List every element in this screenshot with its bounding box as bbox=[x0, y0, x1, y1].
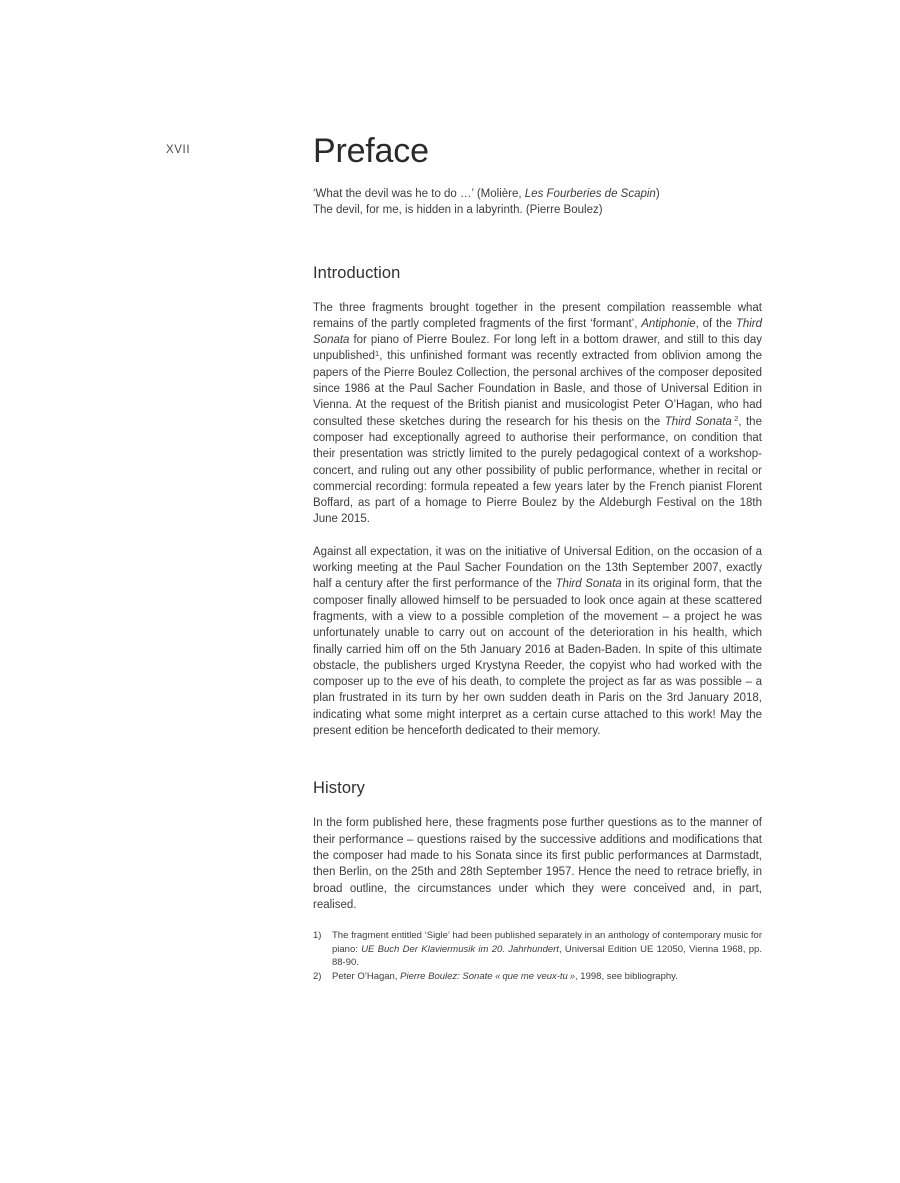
paragraph: Against all expectation, it was on the initiative of Universal Edition, on the occasion of a working meeting at the Paul Sacher Foundation on the 13th September 2007, exactly half a century after the first performance of the Third Sonata in its original form, that the composer finally allowed himself to be persuaded to look once again at these scattered fragments, with a view to a possible completion of the movement – a project he was unfortunately unable to carry out on account of the deterioration in his health, which finally carried him off on the 5th January 2016 at Baden-Baden. In spite of this ultimate obstacle, the publishers urged Krystyna Reeder, the copyist who had worked with the composer up to the eve of his death, to complete the project as far as was possible – a plan frustrated in its turn by her own sudden death in Paris on the 3rd January 2018, indicating what some might interpret as a certain curse attached to this work! May the present edition be henceforth dedicated to their memory. bbox=[313, 545, 762, 738]
paragraph: The three fragments brought together in the present compilation reassemble what remains of the partly completed fragments of the first ‘formant’, Antiphonie, of the Third Sonata for piano of Pierre Boulez. For long left in a bottom drawer, and still to this day unpublished$^1$, this unfinished formant was recently extracted from oblivion among the papers of the Pierre Boulez Collection, the personal archives of the composer deposited since 1986 at the Paul Sacher Foundation in Basle, and those of Universal Edition in Vienna. At the request of the British pianist and musicologist Peter O’Hagan, who had consulted these sketches during the research for his thesis on the Third Sonata $^2$, the composer had exceptionally agreed to authorise their performance, on condition that their presentation was strictly limited to the purely pedagogical context of a workshop-concert, and ruling out any other possibility of public performance, whether in recital or commercial recording: formula repeated a few years later by the French pianist Florent Boffard, as part of a homage to Pierre Boulez by the Aldeburgh Festival on the 18th June 2015. bbox=[313, 301, 763, 526]
content-column bbox=[313, 131, 762, 983]
epigraph-line-2: The devil, for me, is hidden in a labyrinth. (Pierre Boulez) bbox=[313, 204, 603, 217]
paragraph: In the form published here, these fragments pose further questions as to the manner of their performance – questions raised by the successive additions and modifications that the composer had made to his Sonata since its first public performances at Darmstadt, then Berlin, on the 25th and 28th September 1957. Hence the need to retrace briefly, in broad outline, the circumstances under which they were conceived and, in part, realised. bbox=[313, 817, 762, 911]
epigraph-line-1: ‘What the devil was he to do …’ (Molière, Les Fourberies de Scapin) bbox=[313, 188, 660, 200]
page-title: Preface bbox=[313, 132, 429, 170]
footnote-marker: 1) bbox=[313, 930, 322, 942]
footnote-1 bbox=[313, 929, 762, 970]
section-heading-history: History bbox=[313, 779, 366, 798]
footnote-text: Peter O’Hagan, Pierre Boulez: Sonate « que me veux-tu », 1998, see bibliography. bbox=[332, 970, 678, 982]
footnote-text: The fragment entitled ‘Sigle’ had been published separately in an anthology of contemporary music for piano: UE Buch Der Klaviermusik im 20. Jahrhundert, Universal Edition UE 12050, Vienna 1968, pp. 88-90. bbox=[332, 930, 762, 969]
section-history bbox=[313, 778, 762, 913]
epigraph bbox=[313, 186, 762, 219]
section-introduction bbox=[313, 263, 762, 740]
section-heading-introduction: Introduction bbox=[313, 263, 401, 282]
page-number: XVII bbox=[166, 144, 191, 156]
footnote-2 bbox=[313, 970, 762, 984]
footnote-marker: 2) bbox=[313, 970, 322, 982]
footnotes bbox=[313, 929, 762, 983]
